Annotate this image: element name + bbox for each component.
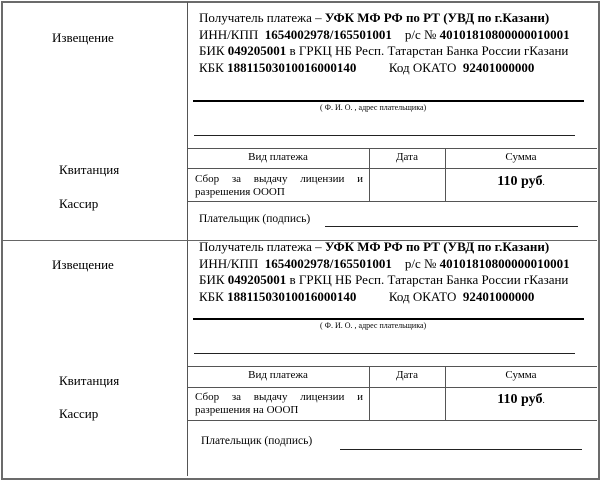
kbk-line — [199, 60, 534, 77]
signature-line[interactable] — [325, 226, 578, 227]
inn-label: ИНН/КПП — [199, 26, 259, 42]
okato-label: Код ОКАТО — [388, 59, 457, 75]
header-amount: Сумма — [505, 369, 537, 381]
payment-purpose: Сбор за выдачу лицензии и разрешения на ОООП — [195, 391, 363, 416]
cashier-label: Кассир — [59, 406, 99, 421]
bank-name: в ГРКЦ НБ Респ. Татарстан Банка России гКазани — [289, 272, 569, 287]
payment-amount — [445, 174, 597, 190]
cashier-label: Кассир — [59, 196, 99, 211]
signature-line[interactable] — [340, 449, 582, 450]
inn-label: ИНН/КПП — [199, 255, 259, 271]
table-header-border — [187, 387, 597, 388]
recipient-name: УФК МФ РФ по РТ (УВД по г.Казани) — [324, 10, 550, 25]
payer-name-line[interactable] — [193, 318, 584, 320]
recipient-label: Получатель платежа – — [199, 239, 322, 254]
recipient-name: УФК МФ РФ по РТ (УВД по г.Казани) — [324, 239, 550, 254]
inn-value: 1654002978/165501001 — [264, 26, 392, 42]
okato-value: 92401000000 — [462, 59, 535, 75]
table-header-border — [187, 168, 597, 169]
table-top-border — [187, 366, 597, 367]
recipient-line — [199, 10, 549, 27]
payment-purpose: Сбор за выдачу лицензии и разрешения ОООП — [195, 173, 363, 198]
table-bottom-border — [187, 201, 597, 202]
account-label: р/с № — [404, 255, 437, 271]
bik-label: БИК — [199, 272, 225, 287]
kbk-label: КБК — [199, 288, 224, 304]
header-payment-type: Вид платежа — [248, 369, 308, 381]
bik-label: БИК — [199, 43, 225, 58]
amount-value: 110 руб — [497, 392, 543, 407]
bik-line — [199, 43, 568, 60]
kbk-line — [199, 289, 534, 306]
inn-line — [199, 27, 570, 44]
receipt-label: Квитанция — [59, 162, 120, 177]
kbk-label: КБК — [199, 59, 224, 75]
inn-line — [199, 256, 570, 273]
recipient-line — [199, 239, 549, 256]
payer-address-line[interactable] — [194, 135, 575, 136]
inn-value: 1654002978/165501001 — [264, 255, 392, 271]
recipient-label: Получатель платежа – — [199, 10, 322, 25]
amount-suffix: . — [542, 395, 545, 405]
notice-label: Извещение — [52, 30, 114, 45]
header-payment-type: Вид платежа — [248, 151, 308, 163]
bank-name: в ГРКЦ НБ Респ. Татарстан Банка России гКазани — [289, 43, 569, 58]
table-bottom-border — [187, 420, 597, 421]
okato-label: Код ОКАТО — [388, 288, 457, 304]
header-amount: Сумма — [505, 151, 537, 163]
table-top-border — [187, 148, 597, 149]
payer-caption: ( Ф. И. О. , адрес плательщика) — [320, 103, 427, 112]
bik-value: 049205001 — [227, 272, 287, 287]
bik-value: 049205001 — [227, 43, 287, 58]
amount-value: 110 руб — [497, 174, 543, 189]
kbk-value: 18811503010016000140 — [227, 59, 357, 75]
header-date: Дата — [396, 369, 418, 381]
okato-value: 92401000000 — [462, 288, 535, 304]
amount-suffix: . — [542, 177, 545, 187]
receipt-label: Квитанция — [59, 373, 120, 388]
payer-name-line[interactable] — [193, 100, 584, 102]
notice-label: Извещение — [52, 257, 114, 272]
account-label: р/с № — [404, 26, 437, 42]
account-value: 40101810800000010001 — [439, 255, 570, 271]
payer-address-line[interactable] — [194, 353, 575, 354]
column-divider — [187, 2, 188, 476]
account-value: 40101810800000010001 — [439, 26, 570, 42]
payment-amount — [445, 392, 597, 408]
header-date: Дата — [396, 151, 418, 163]
bik-line — [199, 272, 568, 289]
payer-caption: ( Ф. И. О. , адрес плательщика) — [320, 321, 427, 330]
signature-label: Плательщик (подпись) — [201, 435, 313, 447]
signature-label: Плательщик (подпись) — [199, 213, 311, 225]
kbk-value: 18811503010016000140 — [227, 288, 357, 304]
